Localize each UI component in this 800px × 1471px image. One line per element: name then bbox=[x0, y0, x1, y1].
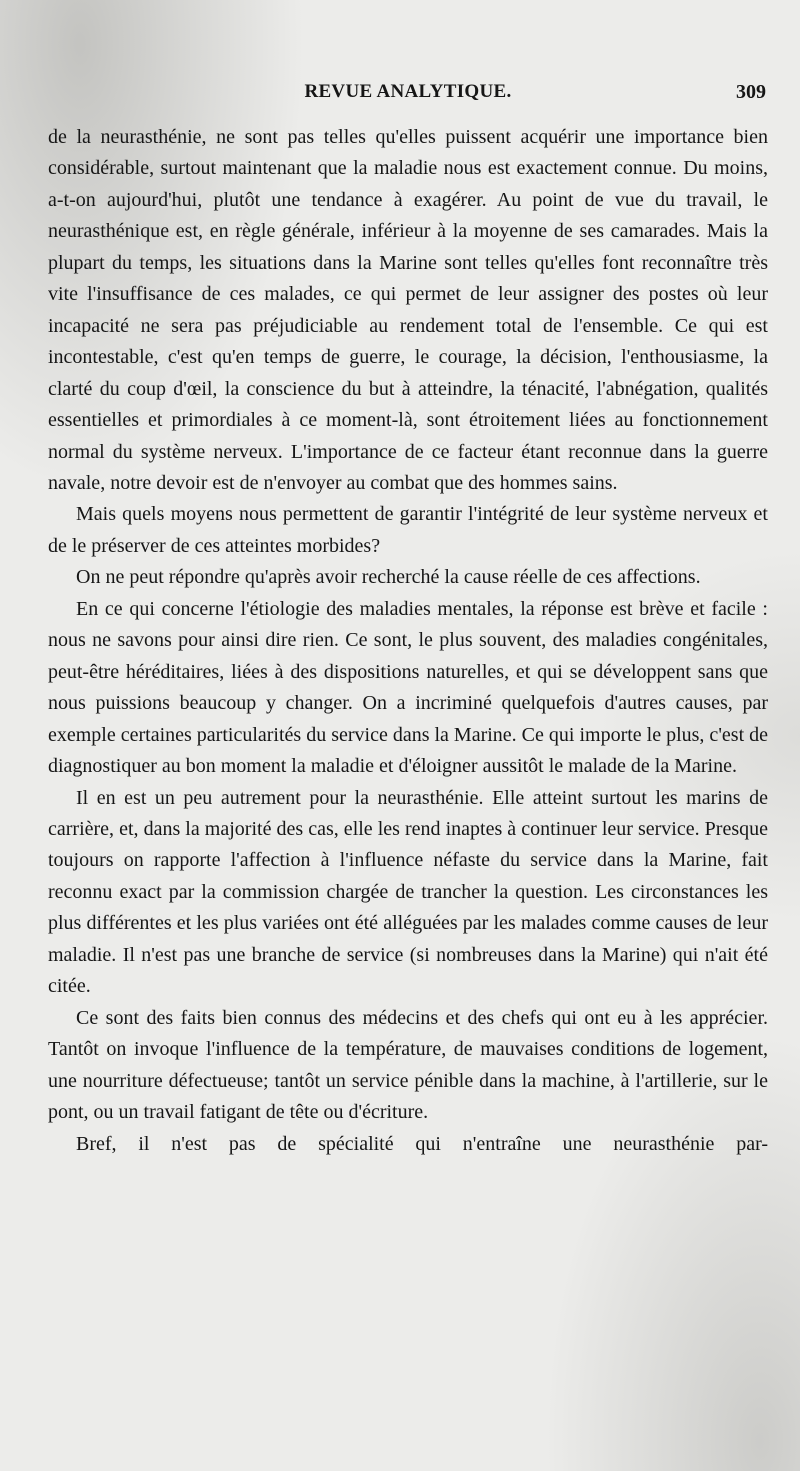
paragraph-etiology: En ce qui concerne l'étiologie des maladies mentales, la réponse est brève et facile : nous ne savons pour ainsi dire rien. Ce sont, le plus souvent, des maladies congénitales, peut-être héréditaires, liées à des dispositions naturelles, et qui se développent sans que nous puissions beaucoup y changer. On a incriminé quelquefois d'autres causes, par exemple certaines particularités du service dans la Marine. Ce qui importe le plus, c'est de diagnostiquer au bon moment la maladie et d'éloigner aussitôt le malade de la Marine. bbox=[48, 597, 769, 778]
paragraph-conclusion: Bref, il n'est pas de spécialité qui n'entraîne une neurasthénie par- bbox=[76, 1132, 768, 1155]
paragraph-question: Mais quels moyens nous permettent de garantir l'intégrité de leur système nerveux et de le préserver de ces atteintes morbides? bbox=[48, 503, 768, 557]
paragraph-cause: On ne peut répondre qu'après avoir recherché la cause réelle de ces affections. bbox=[76, 566, 701, 589]
paragraph-continuation: de la neurasthénie, ne sont pas telles qu'elles puissent acquérir une importance bien considérable, surtout maintenant que la maladie nous est exactement connue. Du moins, a-t-on aujourd'hui, plutôt une tendance à exagérer. Au point de vue du travail, le neurasthénique est, en règle générale, inférieur à la moyenne de ses camarades. Mais la plupart du temps, les situations dans la Marine sont telles qu'elles font reconnaître très vite l'insuffisance de ces malades, ce qui permet de leur assigner des postes où leur incapacité ne sera pas préjudiciable au rendement total de l'ensemble. Ce qui est incontestable, c'est qu'en temps de guerre, le courage, la décision, l'enthousiasme, la clarté du coup d'œil, la conscience du but à atteindre, la ténacité, l'abnégation, qualités essentielles et primordiales à ce moment-là, sont étroitement liées au fonctionnement normal du système nerveux. L'importance de ce facteur étant reconnue dans la guerre navale, notre devoir est de n'envoyer au combat que des hommes sains. bbox=[48, 126, 768, 494]
page-number: 309 bbox=[736, 81, 766, 103]
page-header bbox=[48, 81, 768, 111]
running-title: REVUE ANALYTIQUE. bbox=[304, 81, 512, 102]
paragraph-neurasthenia: Il en est un peu autrement pour la neurasthénie. Elle atteint surtout les marins de carrière, et, dans la majorité des cas, elle les rend inaptes à continuer leur service. Presque toujours on rapporte l'affection à l'influence néfaste du service dans la Marine, fait reconnu exact par la commission chargée de trancher la question. Les circonstances les plus différentes et les plus variées ont été alléguées par les malades comme causes de leur maladie. Il n'est pas une branche de service (si nombreuses dans la Marine) qui n'ait été citée. bbox=[48, 786, 768, 998]
paragraph-known-facts: Ce sont des faits bien connus des médecins et des chefs qui ont eu à les apprécier. Tantôt on invoque l'influence de la température, de mauvaises conditions de logement, une nourriture défectueuse; tantôt un service pénible dans la machine, à l'artillerie, sur le pont, ou un travail fatigant de tête ou d'écriture. bbox=[48, 1006, 768, 1124]
body-text bbox=[48, 122, 768, 1160]
